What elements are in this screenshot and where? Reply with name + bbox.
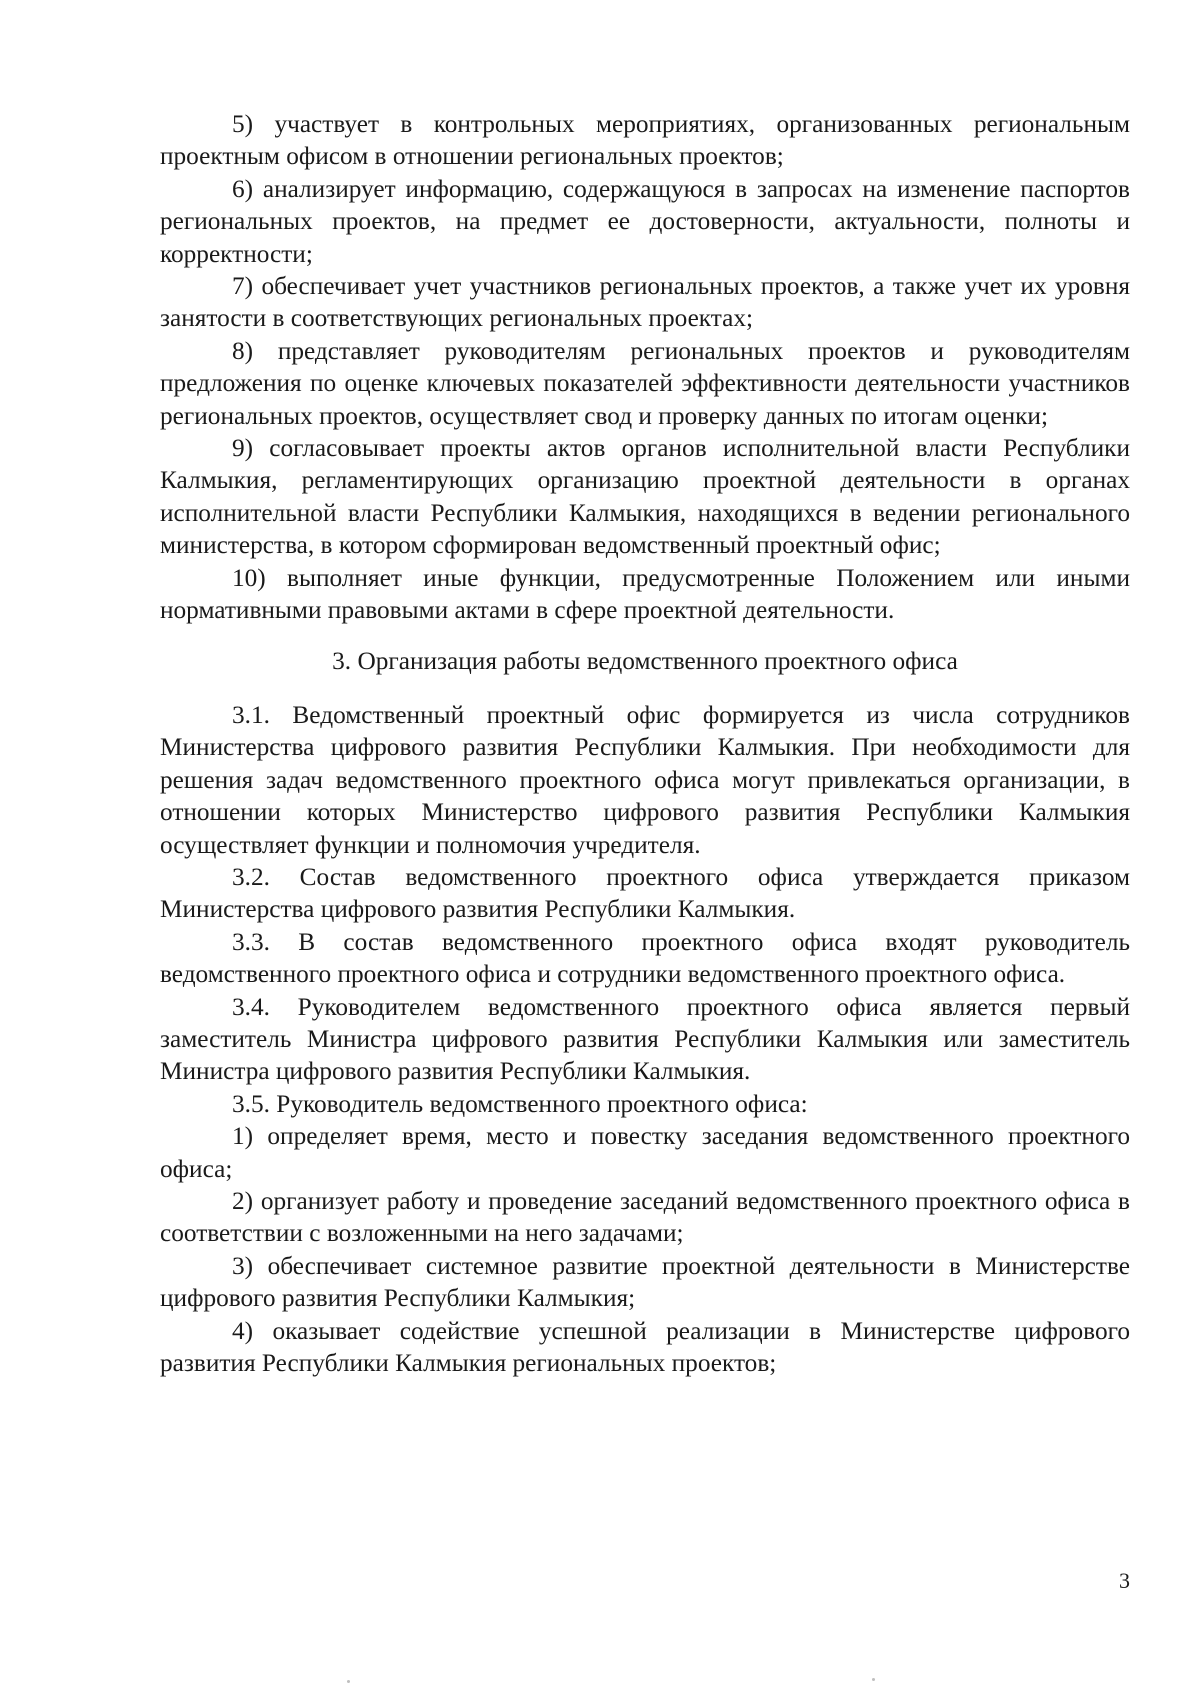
list-item-8: 8) представляет руководителям региональных проектов и руководителям предложения по оценке ключевых показателей эффективности деятельности участников региональных проектов, осуществляет свод и проверку данных по итогам оценки; [160, 336, 1130, 430]
document-body [160, 108, 1130, 1379]
clause-3-5-item-2: 2) организует работу и проведение заседаний ведомственного проектного офиса в соответствии с возложенными на него задачами; [160, 1187, 1130, 1248]
clause-3-2: 3.2. Состав ведомственного проектного офиса утверждается приказом Министерства цифрового развития Республики Калмыкия. [160, 862, 1130, 924]
list-item-9: 9) согласовывает проекты актов органов исполнительной власти Республики Калмыкия, регламентирующих организацию проектной деятельности в органах исполнительной власти Республики Калмыкия, находящихся в ведении регионального министерства, в котором сформирован ведомственный проектный офис; [160, 434, 1130, 560]
clause-3-4: 3.4. Руководителем ведомственного проектного офиса является первый заместитель Министра цифрового развития Республики Калмыкия или заместитель Министра цифрового развития Республики Калмыкия. [160, 992, 1130, 1086]
clause-3-5-item-3: 3) обеспечивает системное развитие проектной деятельности в Министерстве цифрового развития Республики Калмыкия; [160, 1251, 1130, 1313]
clause-3-5: 3.5. Руководитель ведомственного проектного офиса: [232, 1089, 808, 1118]
list-item-6: 6) анализирует информацию, содержащуюся в запросах на изменение паспортов региональных проектов, на предмет ее достоверности, актуальности, полноты и корректности; [160, 174, 1130, 268]
list-item-10: 10) выполняет иные функции, предусмотренные Положением или иными нормативными правовыми актами в сфере проектной деятельности. [160, 563, 1130, 625]
list-item-5: 5) участвует в контрольных мероприятиях, организованных региональным проектным офисом в отношении региональных проектов; [160, 110, 1130, 171]
scan-artifact [872, 1678, 875, 1681]
clause-3-1: 3.1. Ведомственный проектный офис формируется из числа сотрудников Министерства цифрового развития Республики Калмыкия. При необходимости для решения задач ведомственного проектного офиса могут привлекаться организации, в отношении которых Министерство цифрового развития Республики Калмыкия осуществляет функции и полномочия учредителя. [160, 700, 1130, 859]
clause-3-5-item-1: 1) определяет время, место и повестку заседания ведомственного проектного офиса; [160, 1122, 1130, 1183]
page-number: 3 [1119, 1568, 1130, 1593]
list-item-7: 7) обеспечивает учет участников региональных проектов, а также учет их уровня занятости в соответствующих региональных проектах; [160, 272, 1130, 333]
section-heading: 3. Организация работы ведомственного проектного офиса [332, 646, 958, 675]
clause-3-5-item-4: 4) оказывает содействие успешной реализации в Министерстве цифрового развития Республики Калмыкия региональных проектов; [160, 1316, 1130, 1378]
scan-artifact [347, 1680, 350, 1683]
clause-3-3: 3.3. В состав ведомственного проектного офиса входят руководитель ведомственного проектного офиса и сотрудники ведомственного проектного офиса. [160, 927, 1130, 989]
